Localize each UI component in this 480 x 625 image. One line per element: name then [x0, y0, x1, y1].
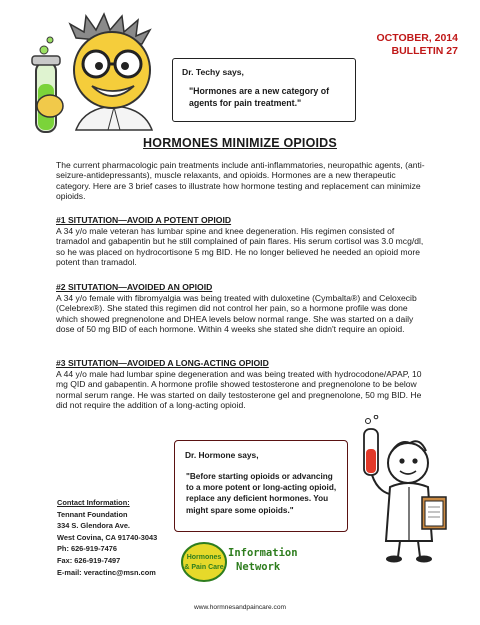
case-2-heading: #2 SITUTATION—AVOIDED AN OPIOID	[56, 282, 213, 292]
bulletin-date	[376, 32, 458, 58]
page-title: HORMONES MINIMIZE OPIOIDS	[143, 136, 337, 150]
logo-text-line2: Network	[236, 560, 281, 573]
intro-paragraph: The current pharmacologic pain treatments include anti-inflammatories, neuropathic agents, (anti-seizure-antidepressants), muscle relaxants, and opioids. Hormones are a new therapeutic category. Here are 3 brief cases to illustrate how hormone testing and replacement can minimize opioids.	[56, 160, 425, 202]
contact-email[interactable]: E-mail: veractinc@msn.com	[57, 567, 156, 577]
case-1-heading: #1 SITUTATION—AVOID A POTENT OPIOID	[56, 215, 232, 225]
contact-phone: Ph: 626-919-7476	[57, 544, 117, 554]
techy-quote: "Hormones are a new category of agents for pain treatment."	[189, 86, 330, 108]
logo-wordmark	[228, 547, 298, 574]
hormone-speech-box	[174, 440, 348, 532]
contact-line: West Covina, CA 91740-3043	[57, 532, 158, 542]
contact-fax: Fax: 626-919-7497	[57, 555, 121, 565]
test-tube-icon	[32, 37, 60, 132]
bulletin-label: BULLETIN 27	[391, 45, 458, 57]
logo-badge-line1: Hormones	[186, 554, 222, 561]
logo-badge-line2: & Pain Care	[184, 564, 224, 571]
case-3-heading: #3 SITUTATION—AVOIDED A LONG-ACTING OPIOID	[56, 358, 269, 368]
case-2-text: A 34 y/o female with fibromyalgia was being treated with duloxetine (Cymbalta®) and Celoxecib (Celebrex®). She stated this regimen did not control her pain, so a hormone profile was done which showed pregnenolone and DHEA levels below normal range. She was started on a daily dose of 50 mg BID of each hormone. Within 4 weeks she stated she didn't require an opioid.	[56, 293, 417, 335]
footer-website[interactable]: www.hormnesandpaincare.com	[194, 604, 286, 611]
logo-text-line1: Information	[228, 547, 298, 559]
techy-speech-box	[172, 58, 356, 122]
case-1-text: A 34 y/o male veteran has lumbar spine and knee degeneration. His regimen consisted of tramadol and gabapentin but he still complained of pain flares. His serum cortisol was 3.0 mcg/dl, so he was placed on hydrocortisone 5 mg BID. He no longer believed he needed an opioid more potent than tramadol.	[56, 226, 424, 268]
hormone-name: Dr. Hormone says,	[185, 450, 259, 460]
contact-line: Tennant Foundation	[57, 509, 128, 519]
techy-name: Dr. Techy says,	[182, 67, 244, 77]
dr-hormone-illustration	[350, 415, 460, 565]
case-3-text: A 44 y/o male had lumbar spine degeneration and was being treated with hydrocodone/APAP, 10 mg QID and gabapentin. A hormone profile showed testosterone and pregnenolone to be below normal serum range. He was started on daily testosterone gel and pregnenolone, 50 mg BID. He did not require the addition of a long-acting opioid.	[56, 369, 422, 411]
dr-techy-illustration	[14, 10, 184, 150]
clipboard-icon	[422, 497, 446, 529]
date-label: OCTOBER, 2014	[376, 32, 458, 44]
contact-heading: Contact Information:	[57, 498, 130, 507]
flask-icon	[364, 415, 378, 475]
hormone-quote: "Before starting opioids or advancing to a more potent or long-acting opioid, replace any deficient hormones. You might spare some opioids."	[186, 472, 337, 515]
contact-line: 334 S. Glendora Ave.	[57, 521, 130, 531]
contact-info	[57, 497, 157, 578]
